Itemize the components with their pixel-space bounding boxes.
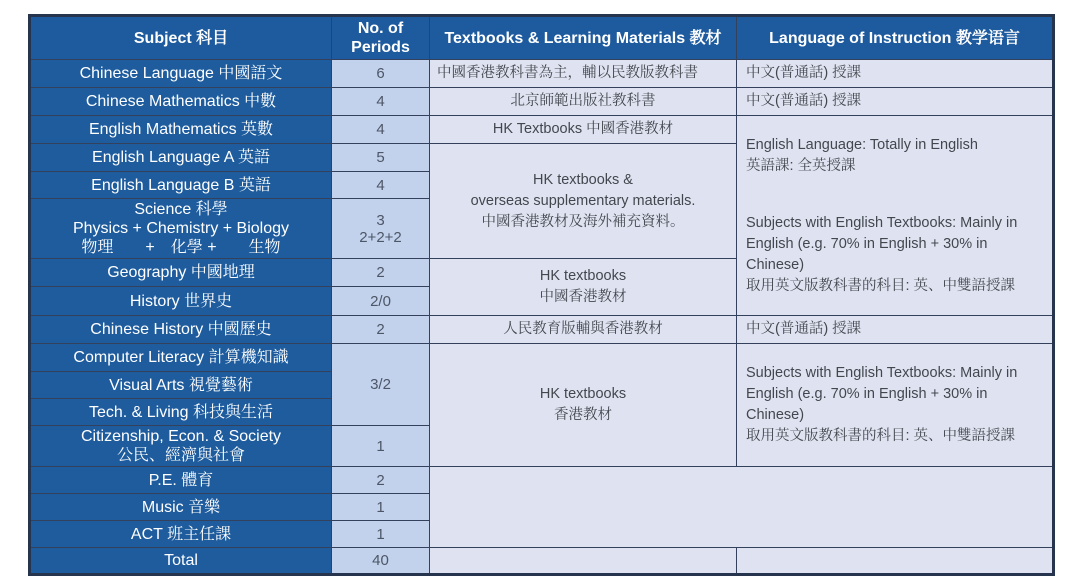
subject-cell: English Mathematics 英數 bbox=[30, 116, 332, 144]
textbooks-cell-geo-history-group: HK textbooks 中國香港教材 bbox=[430, 259, 737, 316]
table-row bbox=[30, 344, 1054, 372]
textbooks-cell-empty bbox=[430, 548, 737, 575]
periods-header-line1: No. of bbox=[357, 20, 404, 37]
subject-column-header: Subject 科目 bbox=[30, 16, 332, 60]
textbooks-cell: 人民教育版輔與香港教材 bbox=[430, 316, 737, 344]
subject-cell: Visual Arts 視覺藝術 bbox=[30, 372, 332, 399]
table-row bbox=[30, 316, 1054, 344]
periods-cell: 4 bbox=[332, 116, 430, 144]
language-cell-empty bbox=[737, 548, 1054, 575]
subject-cell: Geography 中國地理 bbox=[30, 259, 332, 287]
language-cell: 中文(普通話) 授課 bbox=[737, 88, 1054, 116]
subject-cell-total: Total bbox=[30, 548, 332, 575]
table-row bbox=[30, 467, 1054, 494]
subject-cell: English Language B 英語 bbox=[30, 172, 332, 199]
periods-cell: 6 bbox=[332, 60, 430, 88]
header-row bbox=[30, 16, 1054, 60]
periods-cell: 2/0 bbox=[332, 287, 430, 316]
textbooks-cell-english-science-group: HK textbooks & overseas supplementary materials. 中國香港教材及海外補充資料。 bbox=[430, 144, 737, 259]
periods-cell: 2 bbox=[332, 467, 430, 494]
language-paragraph: English Language: Totally in English 英語課: 全英授課 bbox=[746, 136, 978, 174]
language-cell-computer-arts-group: Subjects with English Textbooks: Mainly in English (e.g. 70% in English + 30% in Chinese) 取用英文版教科書的科目: 英、中雙語授課 bbox=[737, 344, 1054, 467]
subject-cell: History 世界史 bbox=[30, 287, 332, 316]
periods-cell: 5 bbox=[332, 144, 430, 172]
table-row bbox=[30, 116, 1054, 144]
periods-cell-arts-group: 3/2 bbox=[332, 344, 430, 426]
subject-cell: Music 音樂 bbox=[30, 494, 332, 521]
periods-cell-science: 3 2+2+2 bbox=[332, 199, 430, 259]
periods-cell: 4 bbox=[332, 88, 430, 116]
textbooks-column-header: Textbooks & Learning Materials 教材 bbox=[430, 16, 737, 60]
textbooks-cell: 北京師範出版社教科書 bbox=[430, 88, 737, 116]
textbooks-cell-computer-arts-group: HK textbooks 香港教材 bbox=[430, 344, 737, 467]
subject-cell-citizenship: Citizenship, Econ. & Society 公民、經濟與社會 bbox=[30, 426, 332, 467]
empty-merged-cell bbox=[430, 467, 1054, 548]
language-cell-english-group bbox=[737, 116, 1054, 316]
subject-cell: Tech. & Living 科技與生活 bbox=[30, 399, 332, 426]
language-paragraph: Subjects with English Textbooks: Mainly in English (e.g. 70% in English + 30% in Chinese) 取用英文版教科書的科目: 英、中雙語授課 bbox=[746, 214, 1018, 294]
periods-cell: 1 bbox=[332, 521, 430, 548]
periods-cell: 1 bbox=[332, 494, 430, 521]
periods-cell: 1 bbox=[332, 426, 430, 467]
subject-cell: Chinese Mathematics 中數 bbox=[30, 88, 332, 116]
subject-cell: P.E. 體育 bbox=[30, 467, 332, 494]
subject-cell-science: Science 科學 Physics + Chemistry + Biology 物理 + 化學 + 生物 bbox=[30, 199, 332, 259]
table-row bbox=[30, 88, 1054, 116]
subject-cell: English Language A 英語 bbox=[30, 144, 332, 172]
periods-header-line2: Periods bbox=[351, 39, 410, 56]
periods-cell: 2 bbox=[332, 316, 430, 344]
language-cell: 中文(普通話) 授課 bbox=[737, 316, 1054, 344]
total-row bbox=[30, 548, 1054, 575]
subject-cell: Chinese Language 中國語文 bbox=[30, 60, 332, 88]
subject-cell: Chinese History 中國歷史 bbox=[30, 316, 332, 344]
periods-cell-total: 40 bbox=[332, 548, 430, 575]
periods-cell: 4 bbox=[332, 172, 430, 199]
textbooks-cell: 中國香港教科書為主，輔以民教版教科書 bbox=[430, 60, 737, 88]
textbooks-cell: HK Textbooks 中國香港教材 bbox=[430, 116, 737, 144]
language-cell: 中文(普通話) 授課 bbox=[737, 60, 1054, 88]
periods-cell: 2 bbox=[332, 259, 430, 287]
periods-column-header bbox=[332, 16, 430, 60]
curriculum-table bbox=[28, 14, 1055, 576]
language-column-header: Language of Instruction 教学语言 bbox=[737, 16, 1054, 60]
subject-cell: Computer Literacy 計算機知識 bbox=[30, 344, 332, 372]
subject-cell: ACT 班主任課 bbox=[30, 521, 332, 548]
table-row bbox=[30, 60, 1054, 88]
